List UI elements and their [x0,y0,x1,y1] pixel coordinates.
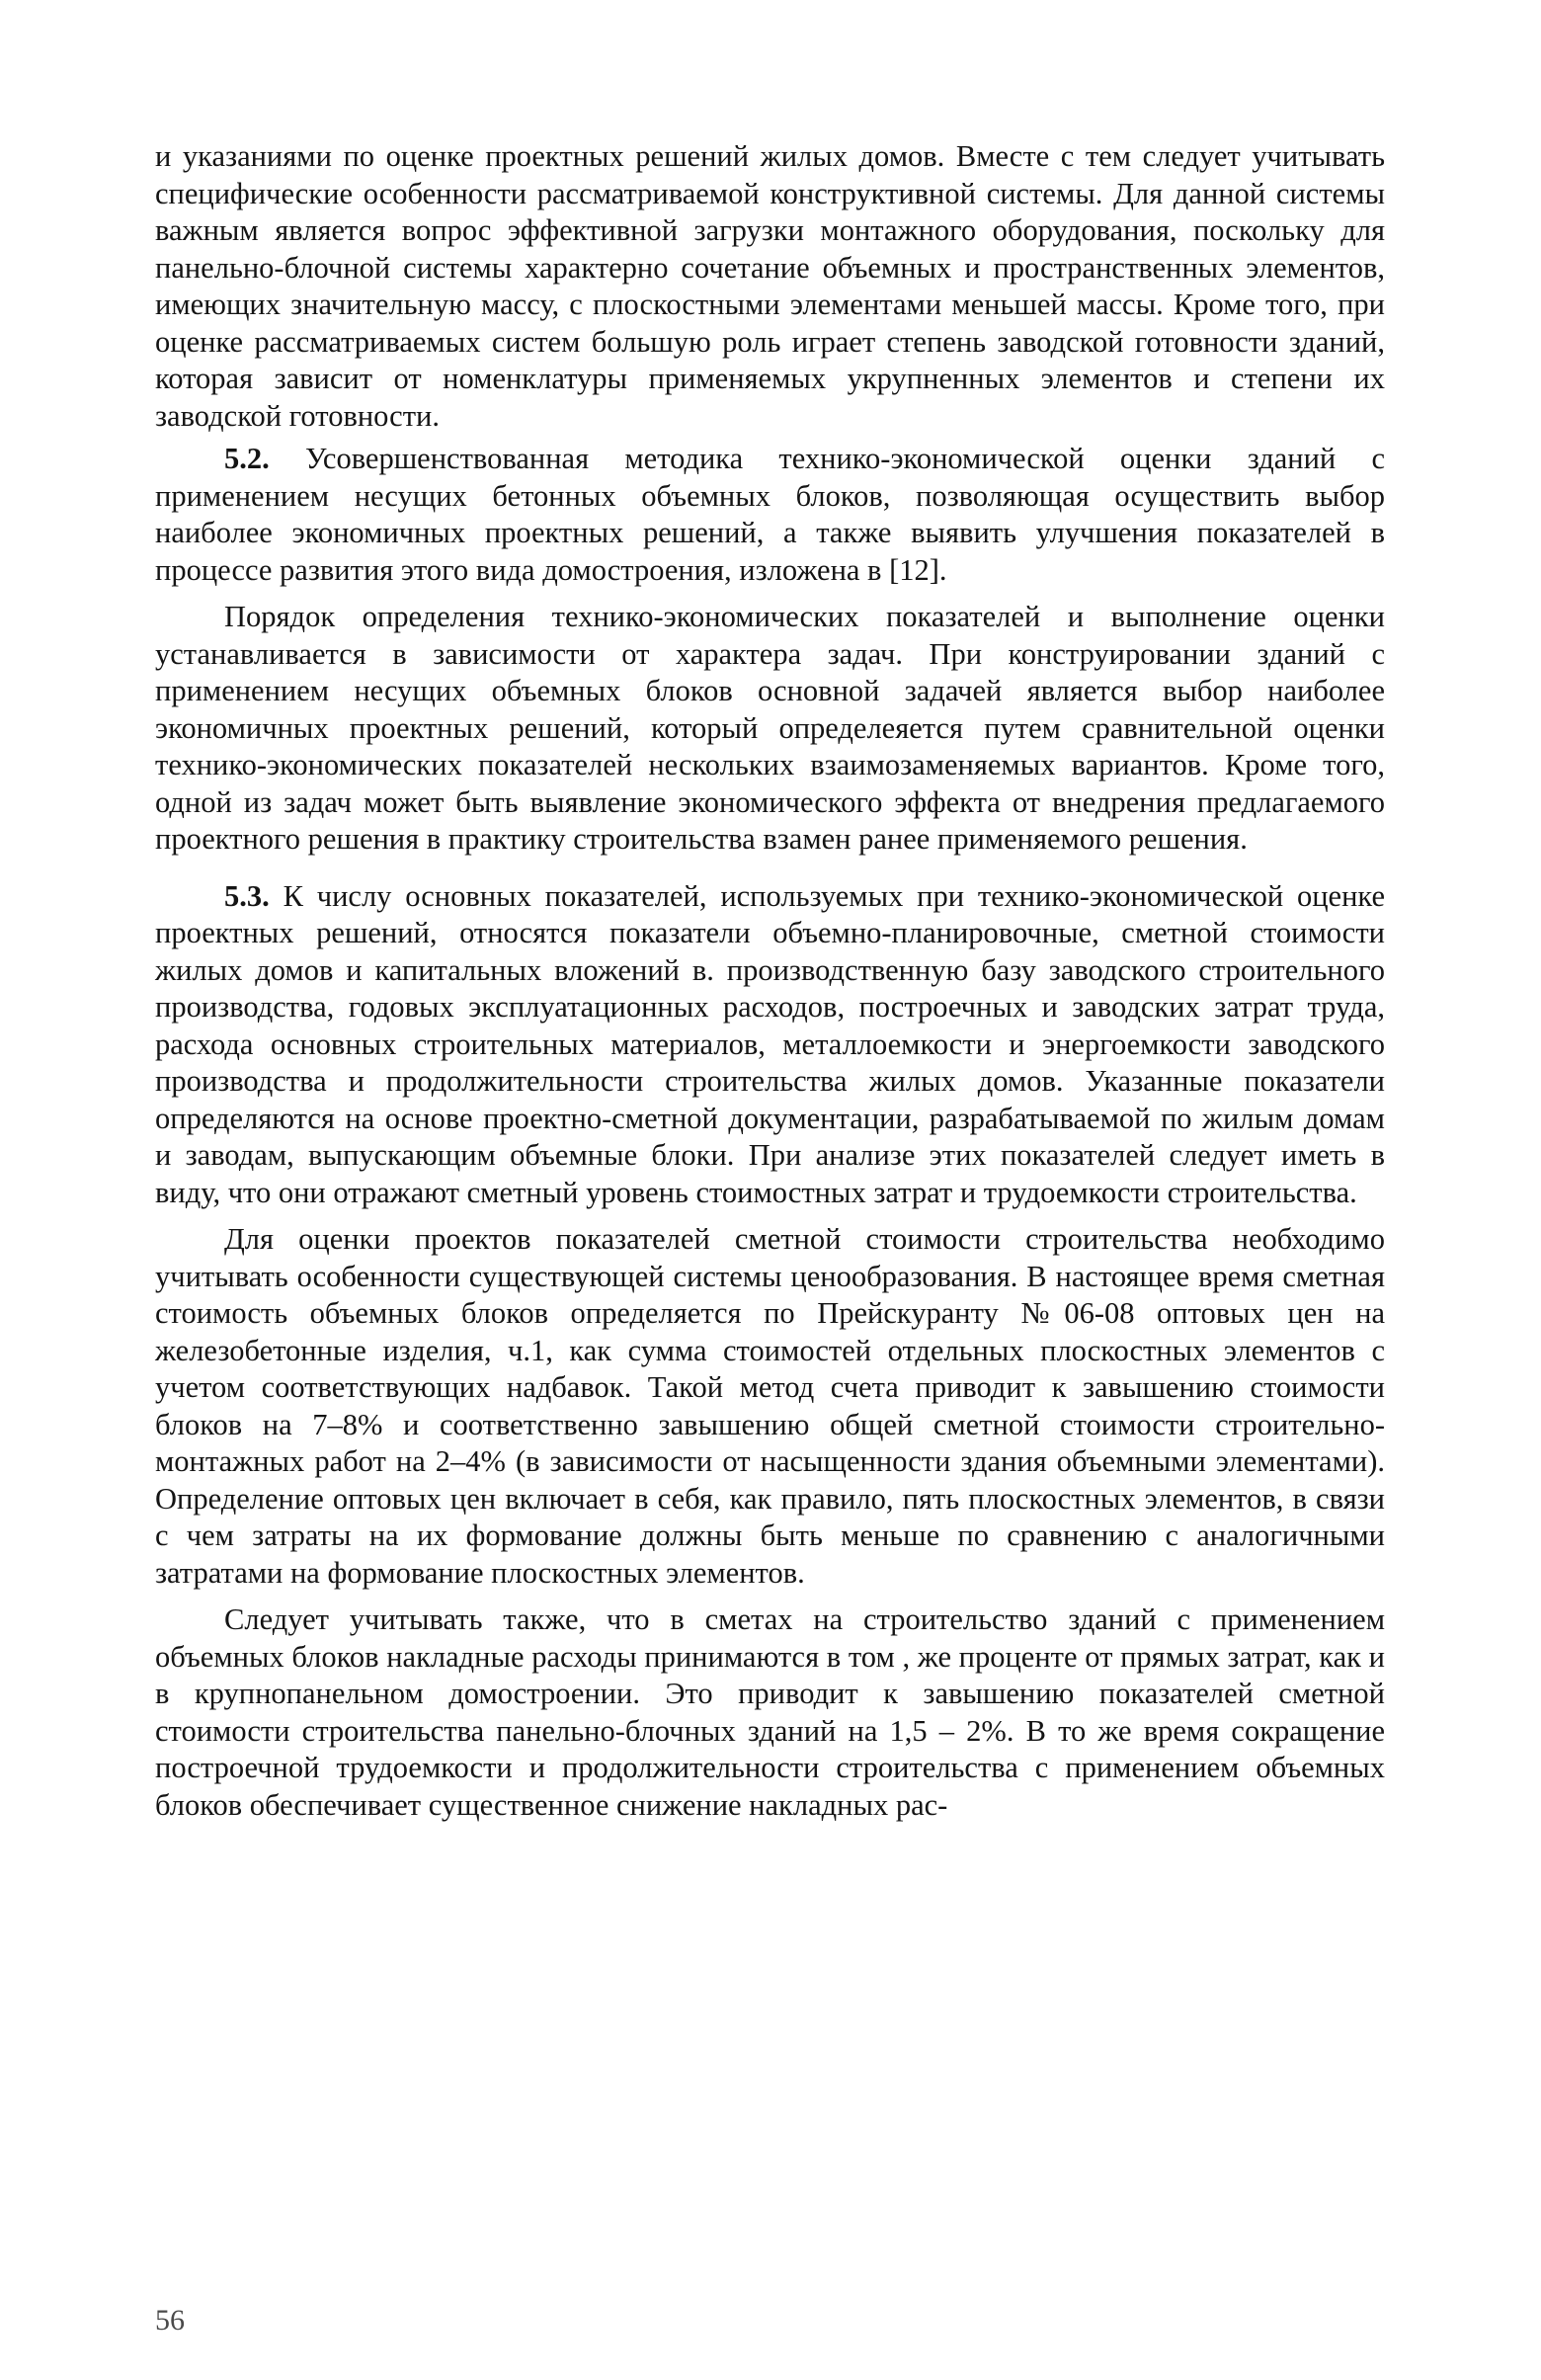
section-5-3-text: К числу основных показателей, используемых при технико-экономической оценке проектных решений, относятся показатели объемно-планировочные, сметной стоимости жилых домов и капитальных вложений в. производственную базу заводского строительного производства, годовых эксплуатационных расходов, построечных и заводских затрат труда, расхода основных строительных материалов, металлоемкости и энергоемкости заводского производства и продолжительности строительства жилых домов. Указанные показатели определяются на основе проектно-сметной документации, разрабатываемой по жилым домам и заводам, выпускающим объемные блоки. При анализе этих показателей следует иметь в виду, что они отражают сметный уровень стоимостных затрат и трудоемкости строительства. [155,878,1385,1209]
section-number-5-2: 5.2. [224,442,270,475]
paragraph-3 [155,599,1385,859]
section-5-2-paragraph [155,441,1385,589]
section-5-3-paragraph [155,878,1385,1212]
section-5-2-text: Усовершенствованная методика технико-экономической оценки зданий с применением несущих бетонных объемных блоков, позволяющая осуществить выбор наиболее экономичных проектных решений, а также выявить улучшения показателей в процессе развития этого вида домостроения, изложена в [12]. [155,442,1385,587]
document-page [155,138,1385,1824]
paragraph-1-text: и указаниями по оценке проектных решений жилых домов. Вместе с тем следует учитывать специфические особенности рассматриваемой конструктивной системы. Для данной системы важным является вопрос эффективной загрузки монтажного оборудования, поскольку для панельно-блочной системы характерно сочетание объемных и пространственных элементов, имеющих значительную массу, с плоскостными элементами меньшей массы. Кроме того, при оценке рассматриваемых систем большую роль играет степень заводской готовности зданий, которая зависит от номенклатуры применяемых укрупненных элементов и степени их заводской готовности. [155,139,1385,433]
page-number: 56 [155,2304,185,2337]
paragraph-3-text: Порядок определения технико-экономических показателей и выполнение оценки устанавливается в зависимости от характера задач. При конструировании зданий с применением несущих объемных блоков основной задачей является выбор наиболее экономичных проектных решений, который определеяется путем сравнительной оценки технико-экономических показателей нескольких взаимозаменяемых вариантов. Кроме того, одной из задач может быть выявление экономического эффекта от внедрения предлагаемого проектного решения в практику строительства взамен ранее применяемого решения. [155,600,1385,856]
section-number-5-3: 5.3. [224,878,270,913]
paragraph-6-text: Следует учитывать также, что в сметах на строительство зданий с применением объемных блоков накладные расходы принимаются в том , же проценте от прямых затрат, как и в крупнопанельном домостроении. Это приводит к завышению показателей сметной стоимости строительства панельно-блочных зданий на 1,5 – 2%. В то же время сокращение построечной трудоемкости и продолжительности строительства с применением объемных блоков обеспечивает существенное снижение накладных рас- [155,1602,1385,1822]
paragraph-1 [155,138,1385,435]
paragraph-5 [155,1221,1385,1592]
paragraph-5-text: Для оценки проектов показателей сметной стоимости строительства необходимо учитывать особенности существующей системы ценообразования. В настоящее время сметная стоимость объемных блоков определяется по Прейскуранту №06-08 оптовых цен на железобетонные изделия, ч.1, как сумма стоимостей отдельных плоскостных элементов с учетом соответствующих надбавок. Такой метод счета приводит к завышению стоимости блоков на 7–8% и соответственно завышению общей сметной стоимости строительно-монтажных работ на 2–4% (в зависимости от насыщенности здания объемными элементами). Определение оптовых цен включает в себя, как правило, пять плоскостных элементов, в связи с чем затраты на их формование должны быть меньше по сравнению с аналогичными затратами на формование плоскостных элементов. [155,1222,1385,1590]
paragraph-6 [155,1601,1385,1824]
